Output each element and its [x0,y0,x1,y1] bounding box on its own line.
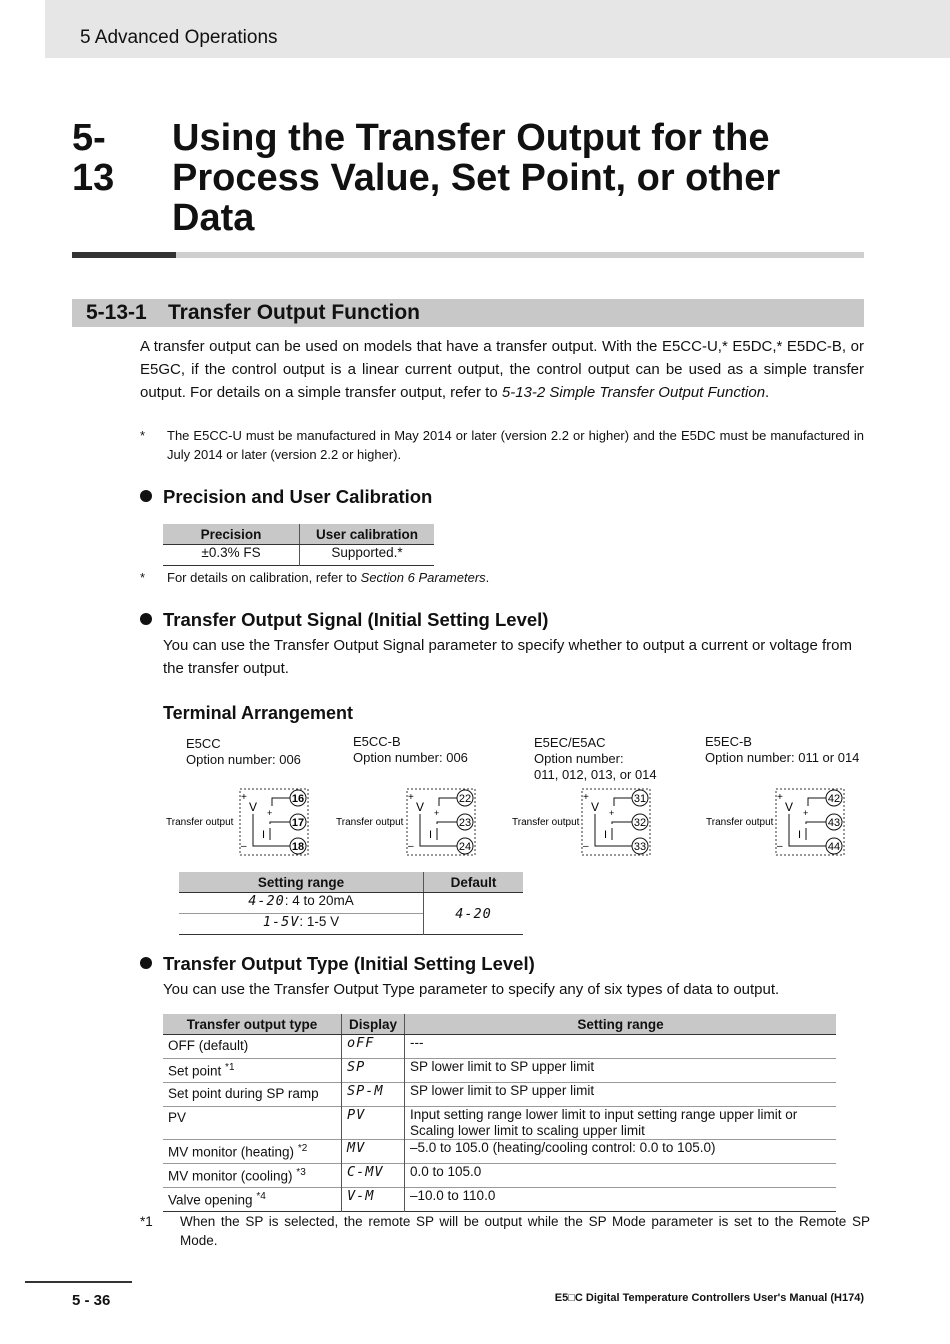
terminal-diagram [166,789,308,855]
bullet-icon [140,957,152,969]
voltage-label: V [416,800,425,814]
range-cell: 0.0 to 105.0 [405,1164,837,1188]
signal-text: You can use the Transfer Output Signal parameter to specify whether to output a current or voltage from the transfer output. [163,637,852,677]
range-cell: --- [405,1035,837,1059]
display-cell: PV [342,1107,405,1140]
model-label: E5CC-B Option number: 006 [353,734,468,765]
table-row [163,1140,836,1164]
terminal-number: 43 [827,817,841,829]
calibration-value: Supported.* [300,545,435,566]
page-header [45,0,950,58]
type-heading: Transfer Output Type (Initial Setting Level) [140,953,535,975]
type-text: You can use the Transfer Output Type parameter to specify any of six types of data to output. [163,981,780,998]
terminal-number: 23 [458,817,472,829]
type-cell: Set point during SP ramp [168,1086,319,1101]
title-rule-light [176,252,864,258]
current-label: I [429,829,433,841]
range-row: 1-5V: 1-5 V [262,914,340,930]
table-row [163,1035,836,1059]
title-rule-dark [72,252,176,258]
range-row: 4-20: 4 to 20mA [248,893,354,909]
range-cell: SP lower limit to SP upper limit [405,1059,837,1083]
terminal-diagram [706,789,844,855]
terminal-number: 17 [291,817,305,829]
transfer-output-label: Transfer output [512,817,580,828]
minus-sign: – [241,841,247,852]
model-label: E5CC Option number: 006 [186,736,301,767]
plus-sign: + [267,808,273,818]
range-cell: SP lower limit to SP upper limit [405,1083,837,1107]
terminal-number: 24 [458,841,472,853]
precision-heading: Precision and User Calibration [140,486,432,508]
default-value: 4-20 [424,893,524,935]
model-label: E5EC/E5AC Option number: 011, 012, 013, or 014 [534,735,657,782]
minus-sign: – [583,841,589,852]
table-row [163,1107,836,1140]
table-row [163,1059,836,1083]
precision-value: ±0.3% FS [201,545,261,560]
terminal-number: 32 [633,817,647,829]
terminal-heading: Terminal Arrangement [163,703,354,723]
signal-heading: Transfer Output Signal (Initial Setting Level) [140,609,548,631]
section-number: 5-13-1 [86,301,147,324]
plus-sign: + [583,792,589,803]
section-reference: Section 6 Parameters [360,570,486,585]
table-row [163,1083,836,1107]
display-cell: MV [342,1140,405,1164]
precision-table [163,524,434,566]
intro-paragraph [140,335,864,404]
plus-sign: + [803,808,809,818]
plus-sign: + [408,792,414,803]
terminal-diagram [512,789,650,855]
range-cell: –5.0 to 105.0 (heating/cooling control: 0.0 to 105.0) [405,1140,837,1164]
current-label: I [262,829,266,841]
type-cell: MV monitor (cooling) $^{*3}$ [168,1167,306,1184]
transfer-output-label: Transfer output [706,817,774,828]
footnote-mark: * [140,428,146,443]
plus-sign: + [434,808,440,818]
default-header: Default [424,872,524,893]
terminal-number: 33 [633,841,647,853]
signal-range-table [179,872,523,935]
plus-sign: + [241,792,247,803]
title-number: 5-13 [72,117,115,199]
range-header: Setting range [405,1014,837,1035]
plus-sign: + [609,808,615,818]
display-cell: V-M [342,1188,405,1212]
calibration-header: User calibration [300,524,435,545]
voltage-label: V [591,800,600,814]
terminal-diagram [336,789,475,855]
terminal-number: 42 [827,793,841,805]
terminal-number: 31 [633,793,647,805]
display-cell: oFF [342,1035,405,1059]
precision-header: Precision [163,524,300,545]
section-heading [72,299,864,327]
range-cell: Input setting range lower limit to input setting range upper limit or Scaling lower limit to scaling upper limit [405,1107,837,1140]
range-header: Setting range [179,872,424,893]
intro-end: . [765,384,770,401]
manual-title: E5□C Digital Temperature Controllers User's Manual (H174) [554,1292,864,1304]
terminal-diagrams [0,780,950,860]
transfer-type-table [163,1014,836,1212]
footnote-text: The E5CC-U must be manufactured in May 2014 or later (version 2.2 or higher) and the E5DC must be manufactured in July 2014 or later (version 2.2 or higher). [167,428,864,462]
voltage-label: V [785,800,794,814]
display-cell: C-MV [342,1164,405,1188]
transfer-output-label: Transfer output [336,817,404,828]
display-cell: SP [342,1059,405,1083]
minus-sign: – [408,841,414,852]
type-cell: MV monitor (heating) $^{*2}$ [168,1143,308,1160]
display-header: Display [342,1014,405,1035]
bullet-icon [140,490,152,502]
current-label: I [798,829,802,841]
intro-text: A transfer output can be used on models that have a transfer output. With the E5CC-U,* E5DC,* E5DC-B, or E5GC, if the control output is a linear current output, the control output can be used as a simple transfer output. For details on a simple transfer output, refer to [140,338,864,401]
terminal-number: 22 [458,793,472,805]
type-cell: PV [168,1110,187,1125]
type-cell: Valve opening $^{*4}$ [168,1191,266,1208]
type-cell: OFF (default) [168,1038,249,1053]
voltage-label: V [249,800,258,814]
title-text: Using the Transfer Output for the Process Value, Set Point, or other Data [172,117,781,239]
table-row [163,1188,836,1212]
current-label: I [604,829,608,841]
minus-sign: – [777,841,783,852]
table-row [163,1164,836,1188]
terminal-number: 16 [291,793,305,805]
type-header: Transfer output type [163,1014,342,1035]
range-cell: –10.0 to 110.0 [405,1188,837,1212]
terminal-number: 18 [291,841,305,853]
terminal-number: 44 [827,841,841,853]
chapter-label: 5 Advanced Operations [80,27,278,48]
transfer-output-label: Transfer output [166,817,234,828]
plus-sign: + [777,792,783,803]
bullet-icon [140,613,152,625]
intro-reference: 5-13-2 Simple Transfer Output Function [501,384,766,401]
type-cell: Set point $^{*1}$ [168,1062,235,1079]
model-label: E5EC-B Option number: 011 or 014 [705,734,860,765]
display-cell: SP-M [342,1083,405,1107]
page-number: 5 - 36 [72,1292,111,1309]
section-title: Transfer Output Function [168,301,420,324]
footer-rule [25,1281,132,1283]
